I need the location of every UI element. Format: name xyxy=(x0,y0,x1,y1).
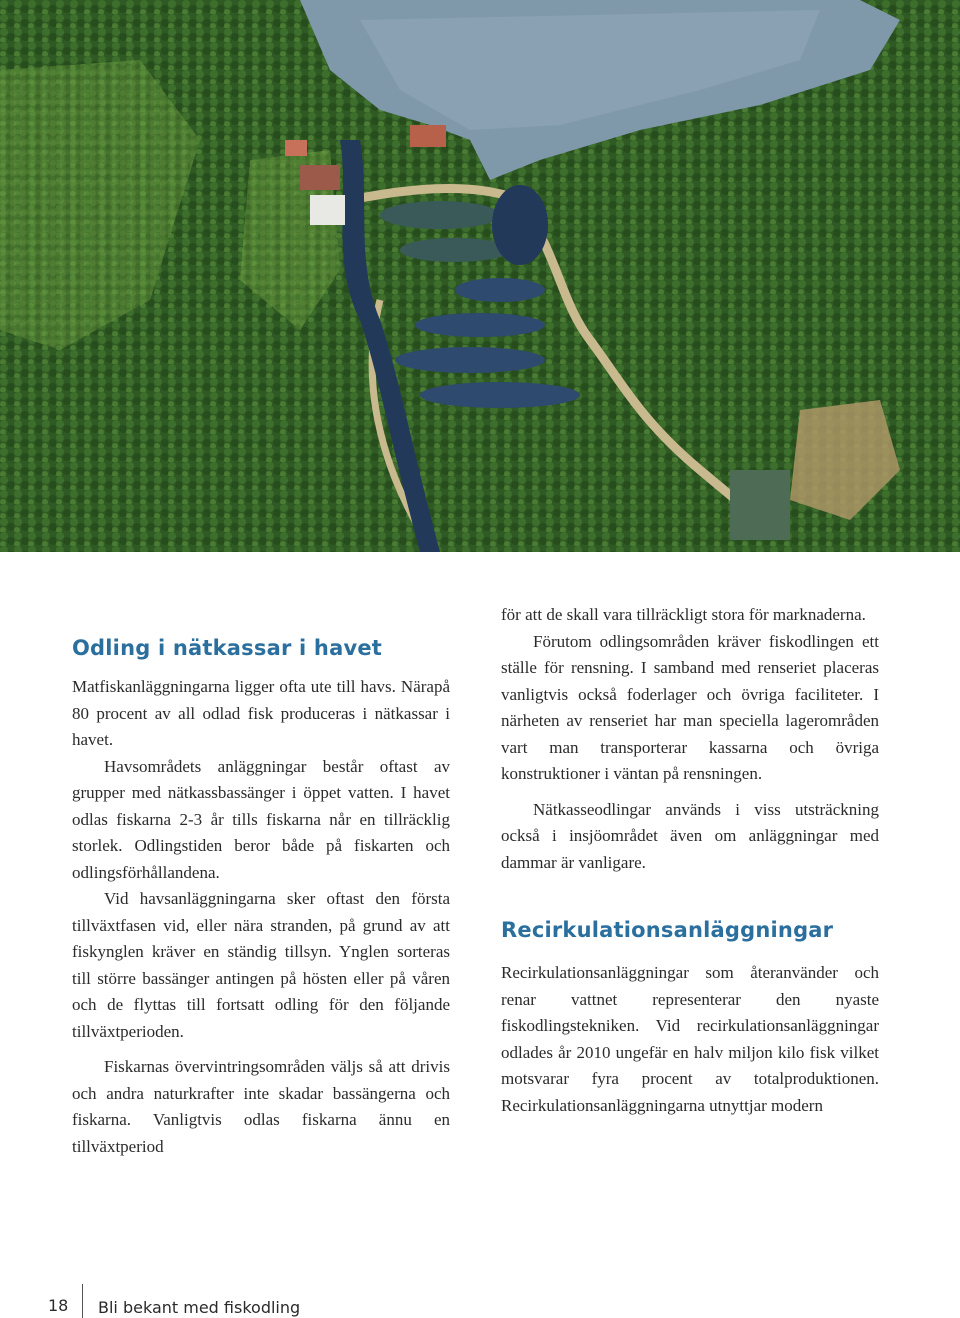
left-column xyxy=(72,602,450,1160)
page-footer xyxy=(48,1296,548,1318)
paragraph-6: Förutom odlingsområden kräver fiskodlingen ett ställe för rensning. I samband med renseriet placeras vanligtvis också foderlager och övriga faciliteter. I närheten av renseriet har man speciella lagerområden vart man transporterar kassarna och övriga konstruktioner i väntan på rensningen. xyxy=(501,631,879,783)
paragraph-5: för att de skall vara tillräckligt stora för marknaderna. xyxy=(501,605,866,624)
paragraph-7: Nätkasseodlingar används i viss utsträckning också i insjöområdet även om anläggningar med dammar är vanligare. xyxy=(501,799,879,872)
right-column xyxy=(501,602,879,1119)
paragraph-1: Matfiskanläggningarna ligger ofta ute till havs. Närapå 80 procent av all odlad fisk produceras i nätkassar i havet. xyxy=(72,677,450,749)
paragraph-2: Havsområdets anläggningar består oftast av grupper med nätkassbassänger i öppet vatten. I havet odlas fiskarna 2-3 år tills fiskarna når en tillräcklig storlek. Odlingstiden beror både på fiskarten och odlingsförhållandena. xyxy=(72,756,450,882)
paragraph-3: Vid havsanläggningarna sker oftast den första tillväxtfasen vid, eller nära stranden, på grund av att fiskynglen kräver en ständig tillsyn. Ynglen sorteras till större bassänger antingen på hösten eller på våren och de flyttas till fortsatt odling för den följande tillväxtperioden. xyxy=(72,889,450,1041)
paragraph-8: Recirkulationsanläggningar som återanvänder och renar vattnet representerar den nyaste fiskodlingstekniken. Vid recirkulationsanläggningar odlades år 2010 ungefär en halv miljon kilo fisk vilket motsvarar fyra procent av totalproduktionen. Recirkulationsanläggningarna utnyttjar modern xyxy=(501,963,879,1115)
page-number: 18 xyxy=(48,1296,69,1315)
heading-net-cage-farming: Odling i nätkassar i havet xyxy=(72,636,383,660)
footer-divider xyxy=(82,1284,83,1318)
paragraph-4: Fiskarnas övervintringsområden väljs så att drivis och andra naturkrafter inte skadar bassängerna och fiskarna. Vanligtvis odlas fiskarna ännu en tillväxtperiod xyxy=(72,1057,450,1156)
publication-title: Bli bekant med fiskodling xyxy=(98,1298,301,1317)
aerial-fish-farm-image xyxy=(0,0,960,552)
aerial-fish-farm-photo xyxy=(0,0,960,552)
heading-recirculation: Recirkulationsanläggningar xyxy=(501,918,834,942)
